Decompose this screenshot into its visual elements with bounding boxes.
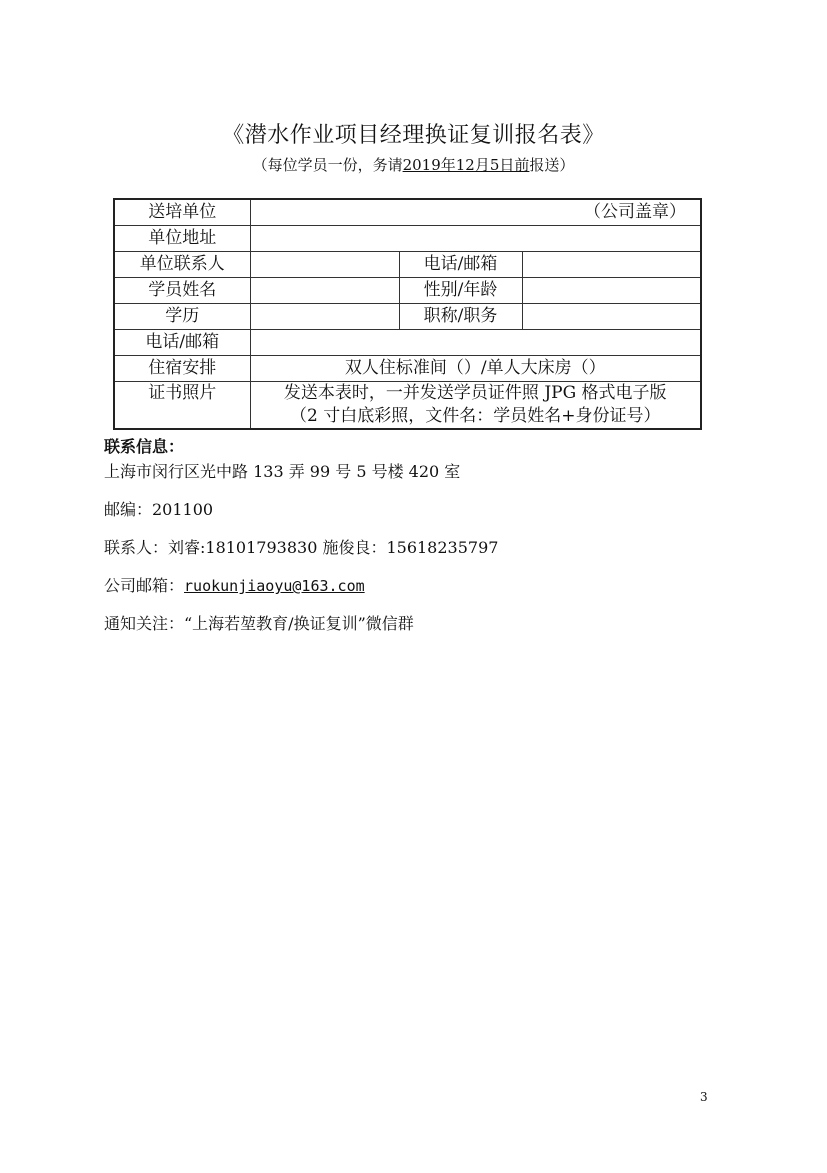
company-email-label: 公司邮箱： bbox=[104, 576, 185, 595]
student-phone-email-field[interactable] bbox=[250, 330, 701, 356]
contact-heading: 联系信息： bbox=[104, 437, 185, 456]
photo-instructions bbox=[250, 382, 701, 430]
photo-label: 证书照片 bbox=[114, 382, 250, 430]
address-field[interactable] bbox=[250, 226, 701, 252]
company-email-link[interactable]: ruokunjiaoyu@163.com bbox=[184, 577, 365, 595]
form-row-student bbox=[114, 278, 701, 304]
lodging-label: 住宿安排 bbox=[114, 356, 250, 382]
gender-age-label: 性别/年龄 bbox=[399, 278, 522, 304]
contact-address: 上海市闵行区光中路 133 弄 99 号 5 号楼 420 室 bbox=[104, 462, 461, 481]
form-row-unit bbox=[114, 199, 701, 226]
contact-postcode: 邮编：201100 bbox=[104, 500, 214, 519]
subtitle-prefix: （每位学员一份，务请 bbox=[252, 156, 403, 174]
form-row-education bbox=[114, 304, 701, 330]
page-subtitle bbox=[0, 155, 827, 175]
education-label: 学历 bbox=[114, 304, 250, 330]
photo-instruction-line-2: （2 寸白底彩照，文件名：学员姓名+身份证号） bbox=[290, 406, 661, 426]
form-row-lodging bbox=[114, 356, 701, 382]
photo-instruction-line-1: 发送本表时，一并发送学员证件照 JPG 格式电子版 bbox=[283, 383, 667, 403]
form-row-student-phone bbox=[114, 330, 701, 356]
contact-person-field[interactable] bbox=[250, 252, 399, 278]
student-name-field[interactable] bbox=[250, 278, 399, 304]
title-position-field[interactable] bbox=[522, 304, 701, 330]
company-email-line bbox=[104, 575, 365, 597]
lodging-options[interactable]: 双人住标准间（）/单人大床房（） bbox=[250, 356, 701, 382]
registration-form-table bbox=[113, 198, 702, 430]
form-row-address bbox=[114, 226, 701, 252]
form-row-photo bbox=[114, 382, 701, 430]
contact-phone-email-label: 电话/邮箱 bbox=[399, 252, 522, 278]
contact-phone-email-field[interactable] bbox=[522, 252, 701, 278]
company-seal-note: （公司盖章） bbox=[584, 202, 686, 222]
subtitle-suffix: 报送） bbox=[529, 156, 575, 174]
gender-age-field[interactable] bbox=[522, 278, 701, 304]
form-row-contact bbox=[114, 252, 701, 278]
student-phone-email-label: 电话/邮箱 bbox=[114, 330, 250, 356]
address-label: 单位地址 bbox=[114, 226, 250, 252]
page-title: 《潜水作业项目经理换证复训报名表》 bbox=[222, 123, 605, 148]
unit-field[interactable] bbox=[250, 199, 701, 226]
education-field[interactable] bbox=[250, 304, 399, 330]
contact-person-label: 单位联系人 bbox=[114, 252, 250, 278]
title-position-label: 职称/职务 bbox=[399, 304, 522, 330]
student-name-label: 学员姓名 bbox=[114, 278, 250, 304]
contact-persons: 联系人：刘睿:18101793830 施俊良：15618235797 bbox=[104, 538, 499, 557]
page-number: 3 bbox=[700, 1090, 708, 1104]
subtitle-deadline: 2019年12月5日前 bbox=[402, 156, 530, 174]
wechat-notice: 通知关注：“上海若堃教育/换证复训”微信群 bbox=[104, 614, 414, 633]
unit-label: 送培单位 bbox=[114, 199, 250, 226]
